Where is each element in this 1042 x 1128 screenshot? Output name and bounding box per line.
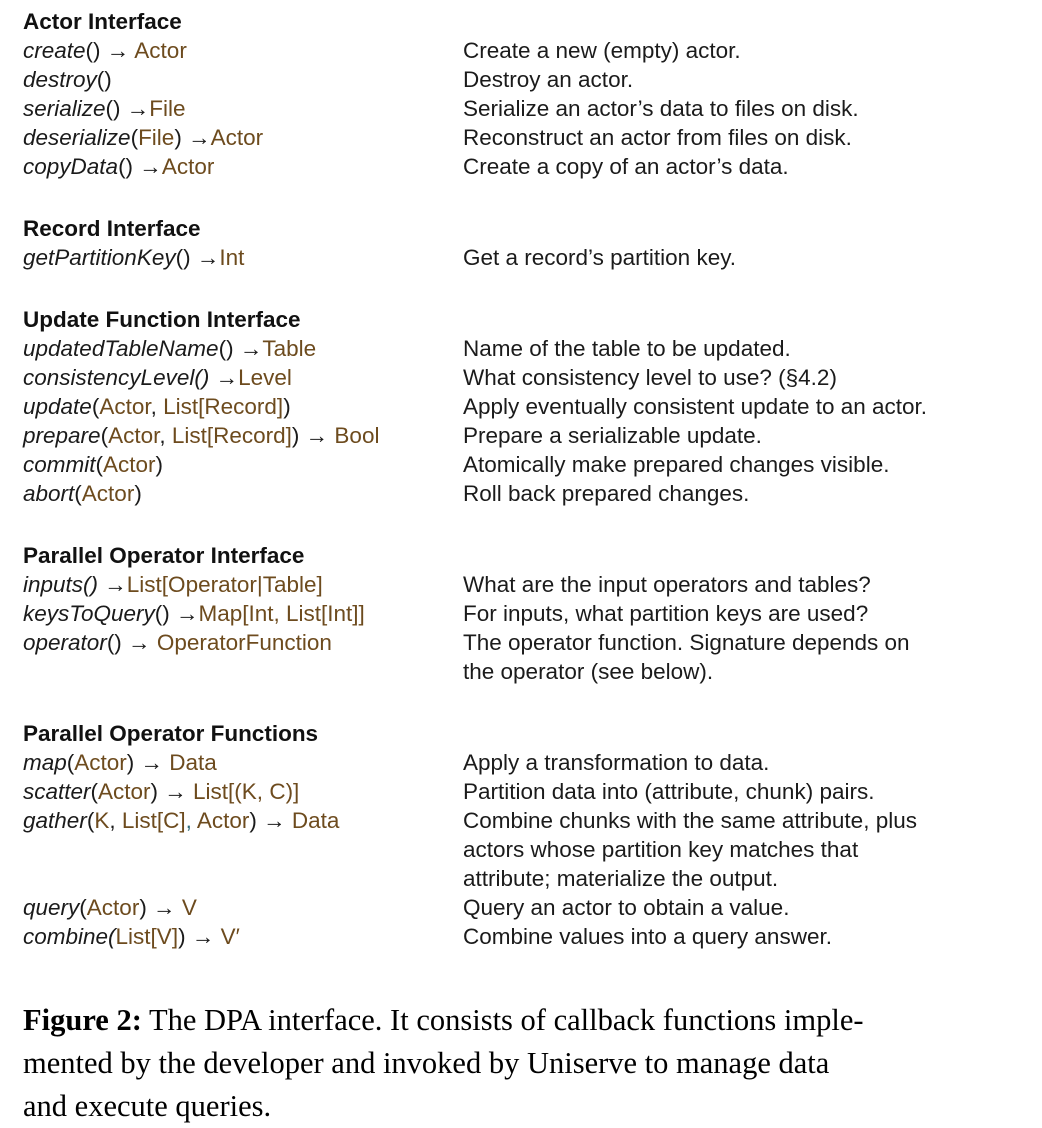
- function-name: gather: [23, 808, 87, 833]
- function-name: update: [23, 394, 92, 419]
- function-description: Atomically make prepared changes visible.: [463, 452, 890, 477]
- signature-punctuation: (: [91, 394, 100, 419]
- function-signature: [23, 893, 463, 922]
- function-description: Apply a transformation to data.: [463, 750, 770, 775]
- type-name: File: [149, 96, 186, 121]
- signature-punctuation: () →: [175, 245, 220, 270]
- function-row: [23, 922, 1028, 951]
- function-description: Create a new (empty) actor.: [463, 38, 741, 63]
- type-name: List[C]: [121, 808, 186, 833]
- signature-punctuation: () →: [105, 96, 150, 121]
- section-title: Actor Interface: [23, 9, 182, 34]
- function-signature: [23, 421, 463, 450]
- function-signature: [23, 392, 463, 421]
- signature-punctuation: ,: [150, 394, 164, 419]
- function-description: Serialize an actor’s data to files on disk.: [463, 96, 859, 121]
- function-signature: [23, 570, 463, 599]
- signature-punctuation: (: [95, 452, 103, 477]
- function-name: create: [23, 38, 86, 63]
- figure-caption: [23, 999, 1028, 1128]
- type-name: Table: [262, 336, 317, 361]
- function-signature: [23, 479, 463, 508]
- function-description: Prepare a serializable update.: [463, 423, 762, 448]
- function-row: [23, 334, 1028, 363]
- type-name: Actor: [108, 423, 160, 448]
- function-description: Create a copy of an actor’s data.: [463, 154, 789, 179]
- signature-punctuation: (: [130, 125, 139, 150]
- function-description: [463, 806, 1028, 893]
- function-name: operator: [23, 630, 107, 655]
- function-signature: [23, 599, 463, 628]
- type-name: List[Record]: [171, 423, 292, 448]
- function-signature: [23, 334, 463, 363]
- type-name: Actor: [81, 481, 135, 506]
- caption-line: mented by the developer and invoked by Uniserve to manage data: [23, 1046, 830, 1080]
- type-name: OperatorFunction: [156, 630, 332, 655]
- signature-punctuation: () →: [218, 336, 263, 361]
- function-name: inputs(): [23, 572, 99, 597]
- signature-punctuation: () →: [85, 38, 135, 63]
- function-description: Destroy an actor.: [463, 67, 634, 92]
- signature-punctuation: (: [74, 481, 82, 506]
- function-name: prepare: [23, 423, 101, 448]
- signature-punctuation: (: [86, 808, 95, 833]
- type-name: Bool: [334, 423, 380, 448]
- function-row: [23, 806, 1028, 893]
- function-name: query: [23, 895, 80, 920]
- description-line: attribute; materialize the output.: [463, 866, 779, 891]
- function-signature: [23, 450, 463, 479]
- function-signature: [23, 628, 463, 657]
- function-description: Roll back prepared changes.: [463, 481, 750, 506]
- function-row: [23, 363, 1028, 392]
- caption-line: [23, 999, 1028, 1042]
- function-row: [23, 748, 1028, 777]
- function-signature: [23, 777, 463, 806]
- signature-punctuation: ): [155, 452, 164, 477]
- function-signature: [23, 363, 463, 392]
- function-description: What consistency level to use? (§4.2): [463, 365, 837, 390]
- signature-punctuation: (): [96, 67, 112, 92]
- section: [23, 214, 1028, 272]
- caption-text: The DPA interface. It consists of callback functions imple-: [141, 1003, 864, 1037]
- signature-punctuation: ): [134, 481, 142, 506]
- function-description: Combine values into a query answer.: [463, 924, 832, 949]
- section: [23, 305, 1028, 508]
- signature-punctuation: (: [66, 750, 75, 775]
- function-signature: [23, 922, 463, 951]
- section: [23, 541, 1028, 686]
- signature-punctuation: ) →: [178, 924, 221, 949]
- function-signature: [23, 748, 463, 777]
- signature-punctuation: ) →: [174, 125, 211, 150]
- type-name: V′: [220, 924, 240, 949]
- description-line: The operator function. Signature depends on: [463, 630, 910, 655]
- function-row: [23, 94, 1028, 123]
- signature-punctuation: ) →: [249, 808, 292, 833]
- type-name: List[(K, C)]: [193, 779, 300, 804]
- signature-punctuation: (: [90, 779, 99, 804]
- function-name: map: [23, 750, 67, 775]
- function-signature: [23, 806, 463, 835]
- function-signature: [23, 123, 463, 152]
- signature-punctuation: (: [79, 895, 87, 920]
- section-title: Update Function Interface: [23, 307, 301, 332]
- function-name: copyData: [23, 154, 119, 179]
- section: [23, 7, 1028, 181]
- function-signature: [23, 94, 463, 123]
- type-name: Data: [291, 808, 340, 833]
- function-row: [23, 152, 1028, 181]
- signature-punctuation: →: [209, 365, 239, 390]
- function-row: [23, 36, 1028, 65]
- type-name: Actor: [86, 895, 140, 920]
- function-name: getPartitionKey: [23, 245, 176, 270]
- signature-punctuation: ,: [185, 808, 192, 833]
- function-name: scatter: [23, 779, 91, 804]
- signature-punctuation: ) →: [291, 423, 335, 448]
- signature-punctuation: ) →: [150, 779, 194, 804]
- function-row: [23, 628, 1028, 686]
- function-name: commit: [23, 452, 96, 477]
- function-name: consistencyLevel(): [23, 365, 210, 390]
- section: [23, 719, 1028, 951]
- function-description: [463, 628, 1028, 686]
- function-name: updatedTableName: [23, 336, 219, 361]
- function-description: Get a record’s partition key.: [463, 245, 737, 270]
- signature-punctuation: () →: [118, 154, 162, 179]
- type-name: File: [138, 125, 175, 150]
- function-name: deserialize: [23, 125, 131, 150]
- function-description: Query an actor to obtain a value.: [463, 895, 790, 920]
- function-row: [23, 893, 1028, 922]
- function-description: Partition data into (attribute, chunk) pairs.: [463, 779, 875, 804]
- section-title: Parallel Operator Interface: [23, 543, 305, 568]
- type-name: List[Operator|Table]: [126, 572, 323, 597]
- type-name: Actor: [134, 38, 187, 63]
- type-name: Actor: [98, 779, 151, 804]
- function-row: [23, 243, 1028, 272]
- type-name: Actor: [103, 452, 156, 477]
- type-name: Actor: [99, 394, 151, 419]
- type-name: Actor: [210, 125, 264, 150]
- function-description: Name of the table to be updated.: [463, 336, 791, 361]
- description-line: Combine chunks with the same attribute, plus: [463, 808, 917, 833]
- signature-punctuation: ) →: [126, 750, 170, 775]
- function-row: [23, 65, 1028, 94]
- function-description: What are the input operators and tables?: [463, 572, 871, 597]
- interface-table: [23, 7, 1028, 951]
- type-name: Int: [219, 245, 245, 270]
- function-name: keysToQuery: [23, 601, 155, 626]
- caption-label: Figure 2:: [23, 1003, 142, 1037]
- function-description: For inputs, what partition keys are used?: [463, 601, 869, 626]
- signature-punctuation: ) →: [139, 895, 182, 920]
- function-row: [23, 777, 1028, 806]
- signature-punctuation: →: [98, 572, 127, 597]
- caption-line: and execute queries.: [23, 1089, 272, 1123]
- type-name: Map[Int, List[Int]]: [198, 601, 365, 626]
- type-name: List[V]: [115, 924, 179, 949]
- type-name: Data: [169, 750, 217, 775]
- function-signature: [23, 36, 463, 65]
- function-row: [23, 123, 1028, 152]
- function-row: [23, 450, 1028, 479]
- function-name: abort: [23, 481, 75, 506]
- function-row: [23, 392, 1028, 421]
- type-name: V: [181, 895, 197, 920]
- section-title: Record Interface: [23, 216, 201, 241]
- function-row: [23, 599, 1028, 628]
- type-name: List[Record]: [163, 394, 284, 419]
- signature-punctuation: ,: [159, 423, 172, 448]
- section-title: Parallel Operator Functions: [23, 721, 319, 746]
- signature-punctuation: () →: [106, 630, 157, 655]
- function-name: serialize: [23, 96, 106, 121]
- function-row: [23, 479, 1028, 508]
- function-name: destroy: [23, 67, 97, 92]
- signature-punctuation: (: [100, 423, 109, 448]
- signature-punctuation: ): [283, 394, 291, 419]
- function-description: Reconstruct an actor from files on disk.: [463, 125, 852, 150]
- function-signature: [23, 243, 463, 272]
- type-name: Actor: [161, 154, 215, 179]
- function-name: combine(: [23, 924, 116, 949]
- function-row: [23, 570, 1028, 599]
- type-name: K: [94, 808, 110, 833]
- signature-punctuation: ,: [109, 808, 122, 833]
- signature-punctuation: () →: [154, 601, 199, 626]
- description-line: the operator (see below).: [463, 659, 714, 684]
- type-name: Actor: [74, 750, 127, 775]
- function-row: [23, 421, 1028, 450]
- type-name: Actor: [196, 808, 250, 833]
- description-line: actors whose partition key matches that: [463, 837, 859, 862]
- function-signature: [23, 152, 463, 181]
- function-description: Apply eventually consistent update to an actor.: [463, 394, 928, 419]
- type-name: Level: [238, 365, 292, 390]
- function-signature: [23, 65, 463, 94]
